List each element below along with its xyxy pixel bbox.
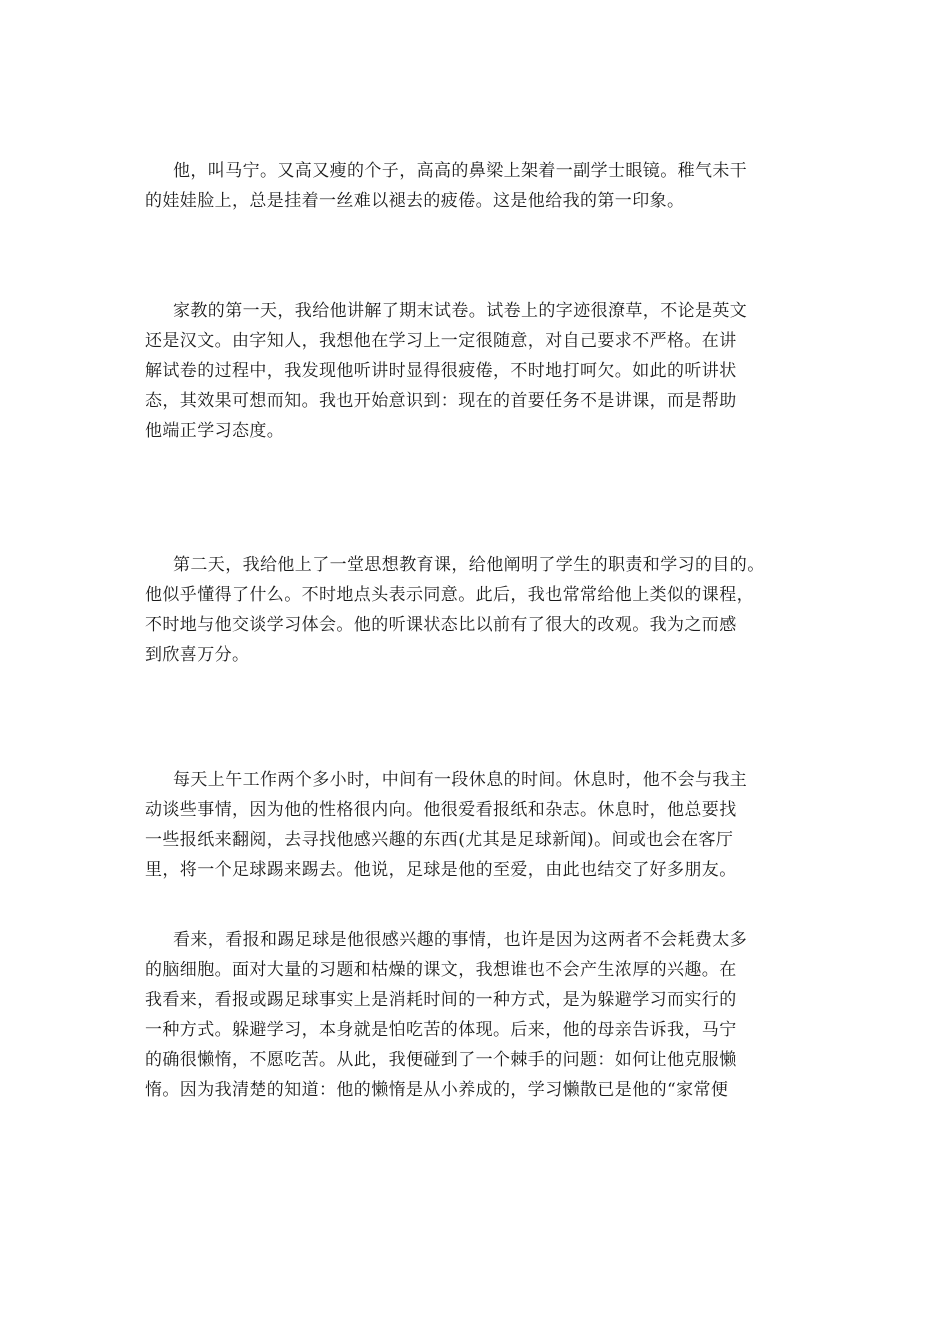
text-line: 不时地与他交谈学习体会。他的听课状态比以前有了很大的改观。我为之而感: [145, 615, 737, 635]
text-line: 的娃娃脸上，总是挂着一丝难以褪去的疲倦。这是他给我的第一印象。: [145, 191, 685, 211]
text-line: 里，将一个足球踢来踢去。他说，足球是他的至爱，由此也结交了好多朋友。: [145, 860, 737, 880]
text-line: 一种方式。躲避学习，本身就是怕吃苦的体现。后来，他的母亲告诉我，马宁: [145, 1020, 737, 1040]
paragraph: [145, 156, 815, 216]
text-line: 动谈些事情，因为他的性格很内向。他很爱看报纸和杂志。休息时，他总要找: [145, 800, 737, 820]
text-line: 第二天，我给他上了一堂思想教育课，给他阐明了学生的职责和学习的目的。: [173, 555, 765, 575]
text-line: 解试卷的过程中，我发现他听讲时显得很疲倦，不时地打呵欠。如此的听讲状: [145, 361, 737, 381]
text-line: 家教的第一天，我给他讲解了期末试卷。试卷上的字迹很潦草，不论是英文: [173, 301, 748, 321]
text-line: 他端正学习态度。: [145, 421, 285, 441]
text-line: 还是汉文。由字知人，我想他在学习上一定很随意，对自己要求不严格。在讲: [145, 331, 737, 351]
text-line: 的确很懒惰，不愿吃苦。从此，我便碰到了一个棘手的问题：如何让他克服懒: [145, 1050, 737, 1070]
paragraph: [145, 550, 815, 670]
paragraph: [145, 925, 815, 1105]
text-line: 看来，看报和踢足球是他很感兴趣的事情，也许是因为这两者不会耗费太多: [173, 930, 748, 950]
text-line: 他似乎懂得了什么。不时地点头表示同意。此后，我也常常给他上类似的课程，: [145, 585, 754, 605]
paragraph: [145, 765, 815, 885]
text-line: 我看来，看报或踢足球事实上是消耗时间的一种方式，是为躲避学习而实行的: [145, 990, 737, 1010]
text-line: 惰。因为我清楚的知道：他的懒惰是从小养成的，学习懒散已是他的“家常便: [145, 1080, 729, 1100]
text-line: 的脑细胞。面对大量的习题和枯燥的课文，我想谁也不会产生浓厚的兴趣。在: [145, 960, 737, 980]
text-line: 每天上午工作两个多小时，中间有一段休息的时间。休息时，他不会与我主: [173, 770, 748, 790]
paragraph: [145, 296, 815, 446]
text-line: 到欣喜万分。: [145, 645, 250, 665]
text-line: 一些报纸来翻阅，去寻找他感兴趣的东西(尤其是足球新闻)。间或也会在客厅: [145, 830, 734, 850]
text-line: 他，叫马宁。又高又瘦的个子，高高的鼻梁上架着一副学士眼镜。稚气未干: [173, 161, 748, 181]
text-line: 态，其效果可想而知。我也开始意识到：现在的首要任务不是讲课，而是帮助: [145, 391, 737, 411]
